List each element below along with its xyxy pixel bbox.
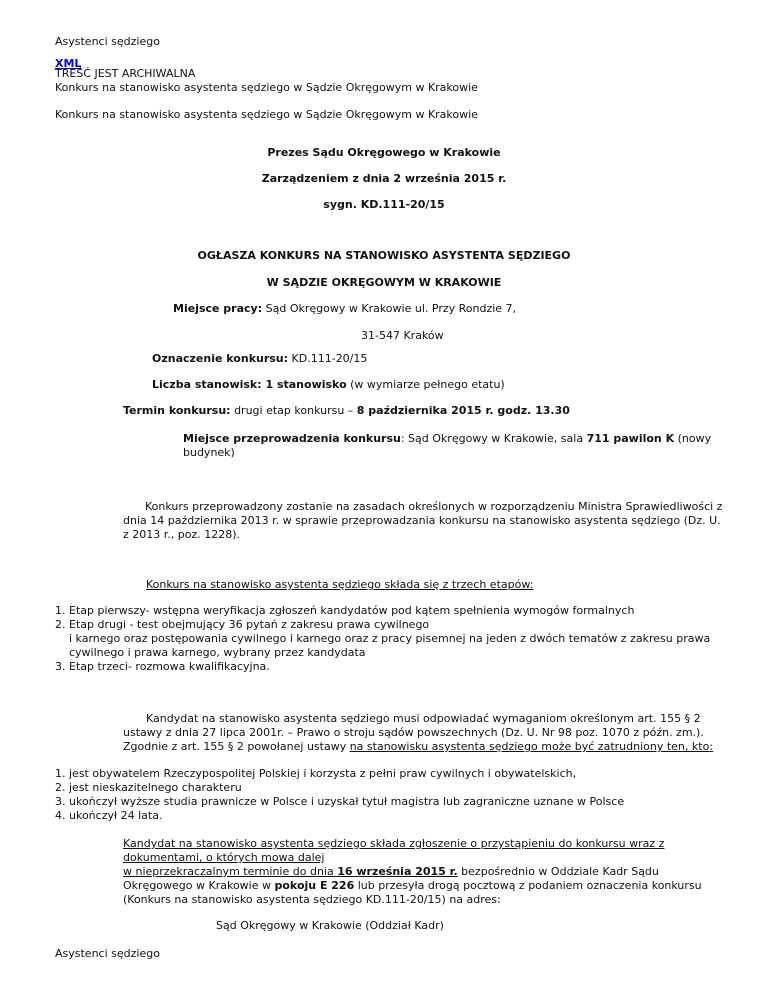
positions-value: (w wymiarze pełnego etatu) [346,378,505,391]
page-subtitle: Konkurs na stanowisko asystenta sędziego w Sądzie Okręgowym w Krakowie [55,108,478,121]
legal-basis-line3: z 2013 r., poz. 1228). [123,528,241,541]
designation-value: KD.111-20/15 [288,352,368,365]
application-line3 [123,865,659,879]
list-item [55,781,242,795]
list-item-text: ukończył 24 lata. [69,809,163,822]
stages-heading: Konkurs na stanowisko asystenta sędziego składa się z trzech etapów: [146,578,534,591]
term-value: drugi etap konkursu – [230,404,357,417]
application-deadline-date: 16 września 2015 r. [337,865,458,878]
venue-value-cont: (nowy [674,432,712,445]
venue [183,432,711,446]
application-line5: (Konkurs na stanowisko asystenta sędziego KD.111-20/15) na adres: [123,893,501,906]
application-line4-start: Okręgowego w Krakowie w [123,879,275,892]
requirements-line1: Kandydat na stanowisko asystenta sędziego musi odpowiadać wymaganiom określonym art. 155 § 2 [146,712,701,725]
venue-label: Miejsce przeprowadzenia konkursu [183,432,401,445]
application-line4 [123,879,702,893]
heading-court: W SĄDZIE OKRĘGOWYM W KRAKOWIE [266,276,502,289]
positions [152,378,505,392]
list-item-text: ukończył wyższe studia prawnicze w Polsce i uzyskał tytuł magistra lub zagraniczne uznane w Polsce [69,795,625,808]
list-item-number: 4. [55,809,66,822]
list-item-text: jest nieskazitelnego charakteru [69,781,242,794]
section-title: Asystenci sędziego [55,35,160,48]
signature: sygn. KD.111-20/15 [323,198,445,211]
legal-basis-line1: Konkurs przeprowadzony zostanie na zasadach określonych w rozporządzeniu Ministra Sprawiedliwości z [145,500,723,513]
footer-section-title: Asystenci sędziego [55,947,160,960]
venue-value: : Sąd Okręgowy w Krakowie, sala [400,432,587,445]
archive-notice: TREŚĆ JEST ARCHIWALNA [55,67,196,80]
requirements-line3-underlined: na stanowisku asystenta sędziego może być zatrudniony ten, kto: [349,740,714,753]
application-line3-end: bezpośrednio w Oddziale Kadr Sądu [457,865,659,878]
list-item-number: 3. [55,660,66,673]
list-item-number: 1. [55,767,66,780]
application-line1: Kandydat na stanowisko asystenta sędziego składa zgłoszenie o przystąpieniu do konkursu wraz z [123,837,665,850]
xml-link[interactable]: XML [55,57,82,70]
order: Zarządzeniem z dnia 2 września 2015 r. [261,172,507,185]
workplace-postal: 31-547 Kraków [361,329,444,342]
positions-label: Liczba stanowisk: 1 stanowisko [152,378,347,391]
application-line4-end: lub przesyła drogą pocztową z podaniem oznaczenia konkursu [354,879,702,892]
list-item-number: 2. [55,618,66,631]
list-item-text: Etap pierwszy- wstępna weryfikacja zgłoszeń kandydatów pod kątem spełnienia wymogów formalnych [69,604,635,617]
term [123,404,570,418]
term-label: Termin konkursu: [123,404,231,417]
list-item-text: jest obywatelem Rzeczypospolitej Polskiej i korzysta z pełni praw cywilnych i obywatelskich, [69,767,577,780]
list-item-text: Etap drugi - test obejmujący 36 pytań z zakresu prawa cywilnego [69,618,430,631]
list-item [55,618,429,632]
issuer: Prezes Sądu Okręgowego w Krakowie [267,146,501,159]
venue-building: budynek) [183,446,235,459]
workplace [173,302,516,316]
list-item [55,660,270,674]
list-item [55,767,576,781]
application-deadline-text: w nieprzekraczalnym terminie do dnia [123,865,338,878]
heading-announces: OGŁASZA KONKURS NA STANOWISKO ASYSTENTA SĘDZIEGO [197,249,571,262]
list-item-cont: cywilnego i prawa karnego, wybrany przez kandydata [69,646,366,659]
list-item-number: 2. [55,781,66,794]
requirements-line2: ustawy z dnia 27 lipca 2001r. – Prawo o stroju sądów powszechnych (Dz. U. Nr 98 poz. 1070 z późn. zm.). [123,726,704,739]
application-line2: dokumentami, o których mowa dalej [123,851,325,864]
list-item [55,604,634,618]
designation-label: Oznaczenie konkursu: [152,352,289,365]
requirements-line3 [123,740,713,754]
list-item-text: Etap trzeci- rozmowa kwalifikacyjna. [69,660,270,673]
term-date: 8 października 2015 r. godz. 13.30 [356,404,570,417]
application-address: Sąd Okręgowy w Krakowie (Oddział Kadr) [216,919,444,932]
designation [152,352,367,366]
requirements-line3-start: Zgodnie z art. 155 § 2 powołanej ustawy [123,740,350,753]
list-item-number: 1. [55,604,66,617]
application-room: pokoju E 226 [274,879,355,892]
list-item [55,795,624,809]
legal-basis-line2: dnia 14 października 2013 r. w sprawie przeprowadzania konkursu na stanowisko asystenta sędziego (Dz. U. [123,514,721,527]
venue-room: 711 pawilon K [586,432,675,445]
workplace-label: Miejsce pracy: [173,302,263,315]
workplace-value: Sąd Okręgowy w Krakowie ul. Przy Rondzie 7, [262,302,517,315]
list-item-number: 3. [55,795,66,808]
list-item-cont: i karnego oraz postępowania cywilnego i karnego oraz z pracy pisemnej na jeden z dwóch tematów z zakresu prawa [69,632,711,645]
list-item [55,809,162,823]
page-title: Konkurs na stanowisko asystenta sędziego w Sądzie Okręgowym w Krakowie [55,81,478,94]
